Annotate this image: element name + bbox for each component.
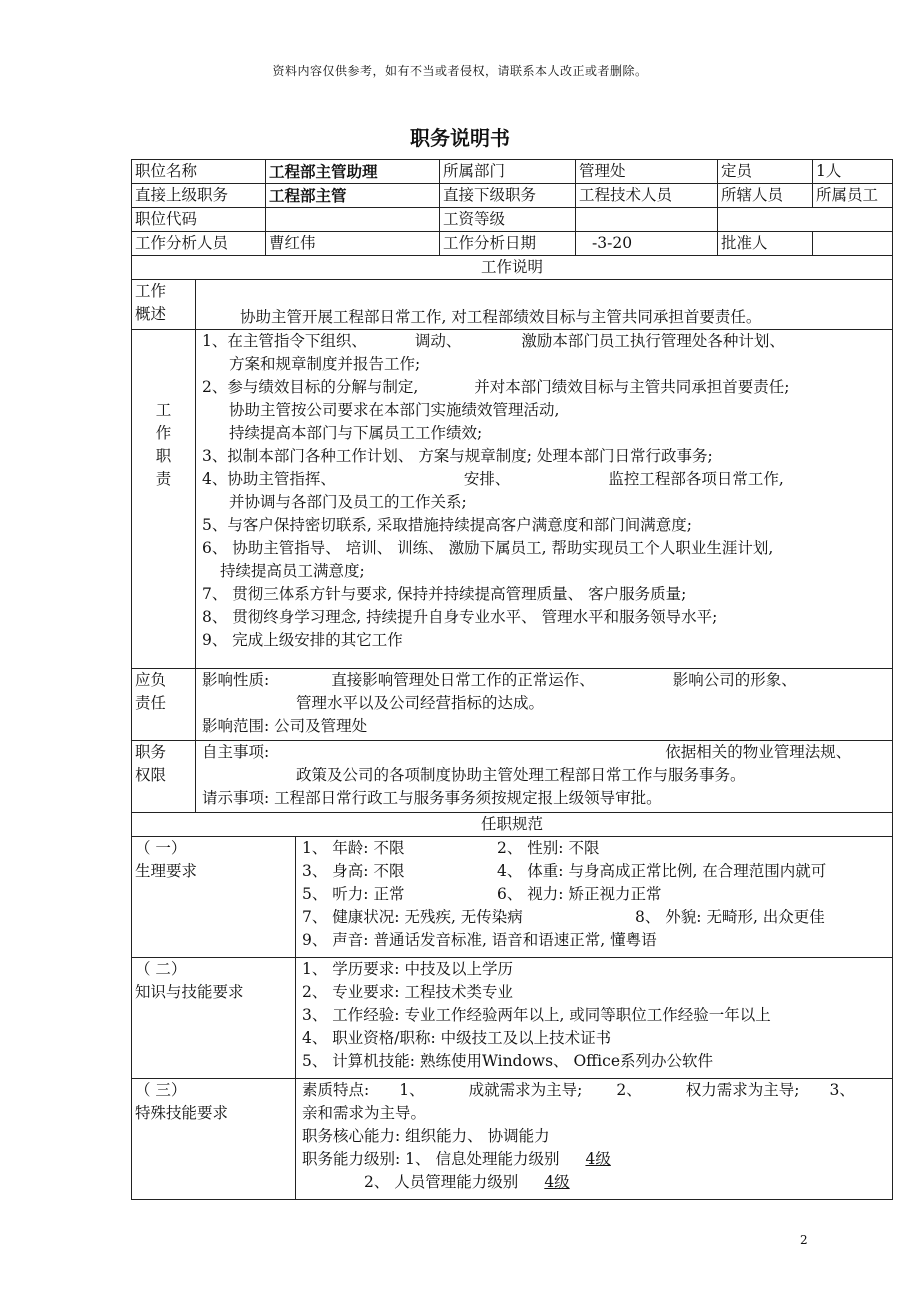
duty-6-cont: 持续提高员工满意度; [220, 562, 365, 580]
value-position-code [266, 208, 440, 232]
info-row-4 [132, 232, 893, 256]
label-supervisor: 直接上级职务 [132, 184, 266, 208]
label-position-code: 职位代码 [132, 208, 266, 232]
disclaimer: 资料内容仅供参考，如有不当或者侵权，请联系本人改正或者删除。 [272, 64, 648, 78]
duty-3: 3、拟制本部门各种工作计划、 方案与规章制度; 处理本部门日常行政事务; [202, 447, 713, 465]
info-row-3 [132, 208, 893, 232]
duty-6: 6、 协助主管指导、 培训、 训练、 激励下属员工, 帮助实现员工个人职业生涯计划, [202, 539, 774, 557]
authority-label: 职务 权限 [132, 741, 196, 813]
value-analyst: 曹红伟 [266, 232, 440, 256]
label-position-name: 职位名称 [132, 160, 266, 184]
physical-label: （ 一） 生理要求 [132, 837, 296, 958]
responsibility-label: 应负 责任 [132, 669, 196, 741]
duty-8: 8、 贯彻终身学习理念, 持续提升自身专业水平、 管理水平和服务领导水平; [202, 608, 718, 626]
responsibility-text: 影响性质: 直接影响管理处日常工作的正常运作、 影响公司的形象、 管理水平以及公司经营指标的达成。 影响范围: 公司及管理处 [196, 669, 893, 741]
value-position-name: 工程部主管助理 [266, 160, 440, 184]
duty-4-cont: 并协调与各部门及员工的工作关系; [229, 493, 467, 511]
label-analysis-date: 工作分析日期 [440, 232, 576, 256]
value-analysis-date: -3-20 [576, 232, 718, 256]
requirements-header: 任职规范 [132, 813, 893, 837]
value-salary-grade [576, 208, 718, 232]
label-analyst: 工作分析人员 [132, 232, 266, 256]
special-row [132, 1079, 893, 1200]
value-approver [813, 232, 893, 256]
physical-row [132, 837, 893, 958]
value-subordinate: 工程技术人员 [576, 184, 718, 208]
label-department: 所属部门 [440, 160, 576, 184]
duty-2-cont-b: 持续提高本部门与下属员工工作绩效; [229, 424, 483, 442]
authority-text: 自主事项: 依据相关的物业管理法规、 政策及公司的各项制度协助主管处理工程部日常工作与服务事务。 请示事项: 工程部日常行政工与服务事务须按规定报上级领导审批。 [196, 741, 893, 813]
special-label: （ 三） 特殊技能要求 [132, 1079, 296, 1200]
work-desc-header: 工作说明 [132, 256, 893, 280]
info-row-1 [132, 160, 893, 184]
physical-list: 1、 年龄: 不限 2、 性别: 不限 3、 身高: 不限 4、 体重: 与身高成正常比例, 在合理范围内就可 5、 听力: 正常 6、 视力: 矫正视力正常 7、 健康状况: 无残疾, 无传染病 8、 外貌: 无畸形, 出众更佳 9、 声音: 普通话发音标准, 语音和语速正常, 懂粤语 [296, 837, 893, 958]
duty-9: 9、 完成上级安排的其它工作 [202, 631, 403, 649]
duty-5: 5、与客户保持密切联系, 采取措施持续提高客户满意度和部门间满意度; [202, 516, 692, 534]
duty-2: 2、参与绩效目标的分解与制定, 并对本部门绩效目标与主管共同承担首要责任; [202, 378, 790, 396]
value-supervisor: 工程部主管 [266, 184, 440, 208]
duty-1: 1、在主管指令下组织、 调动、 激励本部门员工执行管理处各种计划、 [202, 332, 785, 350]
duties-list [196, 330, 893, 669]
label-approver: 批准人 [718, 232, 813, 256]
requirements-header-row [132, 813, 893, 837]
value-headcount: 1人 [813, 160, 893, 184]
label-salary-grade: 工资等级 [440, 208, 576, 232]
label-headcount: 定员 [718, 160, 813, 184]
duty-7: 7、 贯彻三体系方针与要求, 保持并持续提高管理质量、 客户服务质量; [202, 585, 687, 603]
value-staff: 所属员工 [813, 184, 893, 208]
page-title: 职务说明书 [410, 126, 510, 150]
duty-4: 4、协助主管指挥、 安排、 监控工程部各项日常工作, [202, 470, 784, 488]
info-row-2 [132, 184, 893, 208]
duty-2-cont-a: 协助主管按公司要求在本部门实施绩效管理活动, [229, 401, 560, 419]
authority-row [132, 741, 893, 813]
knowledge-list: 1、 学历要求: 中技及以上学历 2、 专业要求: 工程技术类专业 3、 工作经验: 专业工作经验两年以上, 或同等职位工作经验一年以上 4、 职业资格/职称: 中级技工及以上技术证书 5、 计算机技能: 熟练使用Windows、 Office系列办公软件 [296, 958, 893, 1079]
knowledge-label: （ 二） 知识与技能要求 [132, 958, 296, 1079]
duties-label: 工 作 职 责 [132, 330, 196, 669]
overview-text: 协助主管开展工程部日常工作, 对工程部绩效目标与主管共同承担首要责任。 [196, 280, 893, 330]
label-subordinate: 直接下级职务 [440, 184, 576, 208]
page-number: 2 [800, 1233, 808, 1247]
special-list: 素质特点: 1、 成就需求为主导; 2、 权力需求为主导; 3、 亲和需求为主导。 职务核心能力: 组织能力、 协调能力 职务能力级别: 1、 信息处理能力级别 4级 2、 人员管理能力级别 4级 [296, 1079, 893, 1200]
overview-row [132, 280, 893, 330]
duty-1-cont: 方案和规章制度并报告工作; [229, 355, 421, 373]
value-department: 管理处 [576, 160, 718, 184]
duties-row [132, 330, 893, 669]
job-description-table [131, 159, 893, 1200]
blank-cell [718, 208, 893, 232]
label-staff: 所辖人员 [718, 184, 813, 208]
knowledge-row [132, 958, 893, 1079]
work-desc-header-row [132, 256, 893, 280]
responsibility-row [132, 669, 893, 741]
overview-label: 工作 概述 [132, 280, 196, 330]
